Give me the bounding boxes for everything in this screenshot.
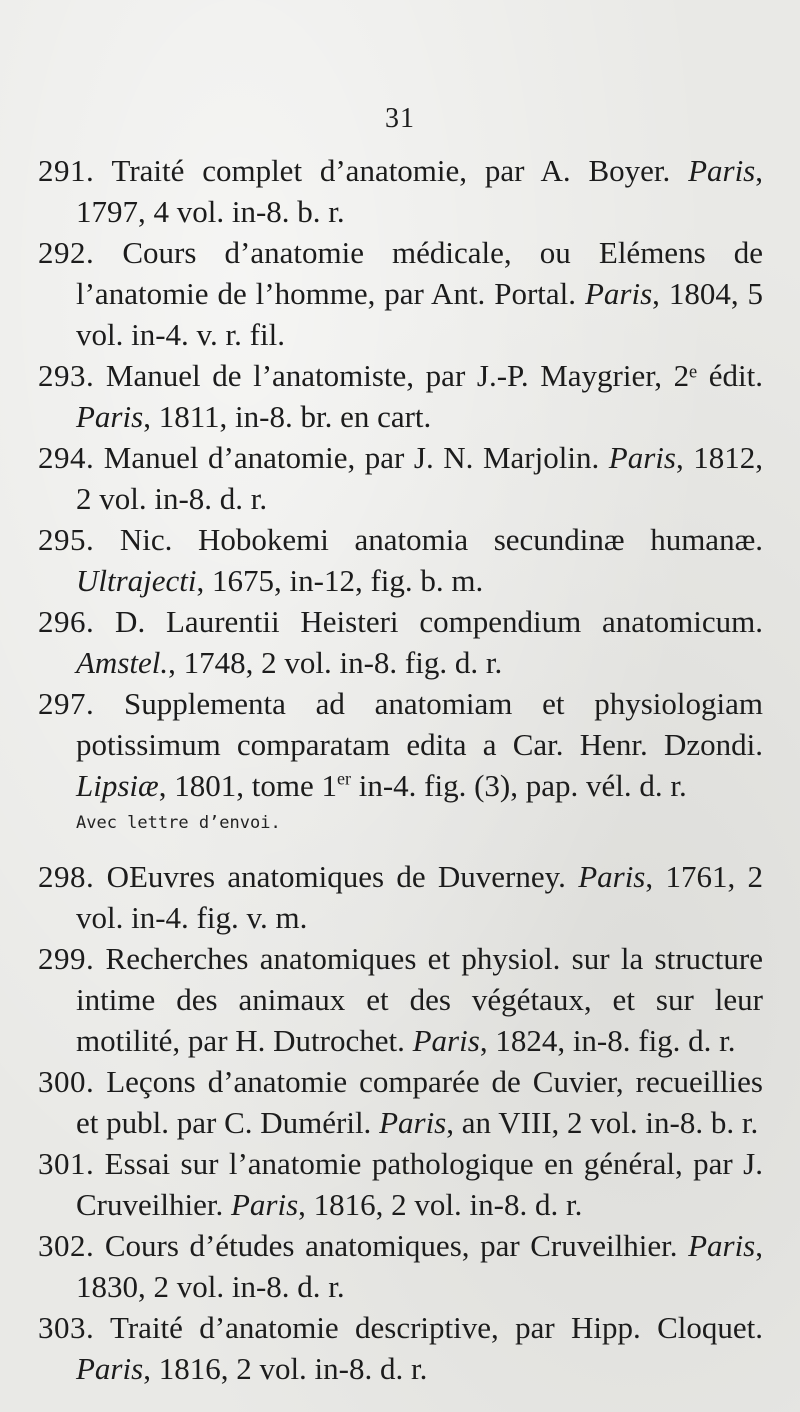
entry-number: 299. xyxy=(38,941,95,976)
entry-details: , 1801, tome 1 xyxy=(158,768,337,803)
entry-text: Supplementa ad anatomiam et physiologiam potissimum comparatam edita a Car. Henr. Dzondi. xyxy=(76,686,763,762)
entry-text: Leçons d’anatomie comparée de Cuvier, recueillies et publ. par C. Duméril. xyxy=(76,1064,763,1140)
page-number: 31 xyxy=(385,103,415,134)
entry-text: OEuvres anatomiques de Duverney. xyxy=(94,859,579,894)
catalog-entry xyxy=(38,150,763,232)
entry-superscript: er xyxy=(336,768,351,789)
entry-number: 291. xyxy=(38,153,95,188)
entry-number: 300. xyxy=(38,1064,95,1099)
entry-text: Manuel de l’anatomiste, par J.-P. Maygrier, 2ᵉ édit. xyxy=(94,358,763,393)
entry-number: 302. xyxy=(38,1228,95,1263)
catalog-entries xyxy=(38,150,763,1389)
catalog-entry xyxy=(38,1225,763,1307)
entry-number: 294. xyxy=(38,440,95,475)
entry-details: , 1816, 2 vol. in-8. d. r. xyxy=(143,1351,428,1386)
entry-text: Essai sur l’anatomie pathologique en général, par J. Cruveilhier. xyxy=(76,1146,763,1222)
entry-number: 296. xyxy=(38,604,95,639)
entry-details: , 1675, in-12, fig. b. m. xyxy=(196,563,484,598)
entry-place: Paris xyxy=(230,1187,299,1222)
entry-place: Paris xyxy=(412,1023,480,1058)
entry-number: 303. xyxy=(38,1310,95,1345)
entry-place: Paris xyxy=(608,440,676,475)
entry-place: Paris xyxy=(76,399,144,434)
entry-details: , 1804, 5 vol. in-4. v. r. fil. xyxy=(76,276,764,352)
catalog-entry xyxy=(38,519,763,601)
entry-number: 301. xyxy=(38,1146,95,1181)
entry-number: 297. xyxy=(38,686,95,721)
entry-details: , 1811, in-8. br. en cart. xyxy=(143,399,432,434)
catalog-entry xyxy=(38,938,763,1061)
entry-text: Cours d’anatomie médicale, ou Elémens de l’anatomie de l’homme, par Ant. Portal. xyxy=(76,235,763,311)
entry-details: , an VIII, 2 vol. in-8. b. r. xyxy=(446,1105,759,1140)
catalog-entry xyxy=(38,1143,763,1225)
entry-text: Manuel d’anatomie, par J. N. Marjolin. xyxy=(94,440,609,475)
entry-details-continued: in-4. fig. (3), pap. vél. d. r. xyxy=(350,768,687,803)
entry-text: Nic. Hobokemi anatomia secundinæ humanæ. xyxy=(94,522,763,557)
entry-details: , 1824, in-8. fig. d. r. xyxy=(479,1023,736,1058)
entry-details: , 1761, 2 vol. in-4. fig. v. m. xyxy=(76,859,763,935)
entry-details: , 1830, 2 vol. in-8. d. r. xyxy=(76,1228,763,1304)
entry-number: 298. xyxy=(38,859,95,894)
catalog-entry xyxy=(38,355,763,437)
entry-place: Lipsiæ xyxy=(76,768,159,803)
catalog-entry xyxy=(38,1307,763,1389)
entry-place: Amstel. xyxy=(76,645,169,680)
entry-number: 293. xyxy=(38,358,95,393)
catalog-entry xyxy=(38,232,763,355)
entry-place: Ultrajecti xyxy=(76,563,197,598)
entry-details: , 1748, 2 vol. in-8. fig. d. r. xyxy=(168,645,503,680)
entry-number: 295. xyxy=(38,522,95,557)
catalog-entry xyxy=(38,856,763,938)
entry-details: , 1816, 2 vol. in-8. d. r. xyxy=(298,1187,583,1222)
entry-place: Paris xyxy=(578,859,646,894)
catalog-entry xyxy=(38,1061,763,1143)
entry-text: Traité complet d’anatomie, par A. Boyer. xyxy=(94,153,689,188)
entry-text: Traité d’anatomie descriptive, par Hipp. Cloquet. xyxy=(94,1310,763,1345)
entry-number: 292. xyxy=(38,235,95,270)
catalog-entry xyxy=(38,683,763,806)
entry-place: Paris xyxy=(688,153,756,188)
entry-place: Paris xyxy=(688,1228,756,1263)
entry-details: , 1812, 2 vol. in-8. d. r. xyxy=(76,440,764,516)
entry-text: Cours d’études anatomiques, par Cruveilhier. xyxy=(94,1228,689,1263)
entry-place: Paris xyxy=(379,1105,447,1140)
catalog-entry xyxy=(38,437,763,519)
entry-place: Paris xyxy=(76,1351,144,1386)
catalog-entry xyxy=(38,601,763,683)
provenance-note: Avec lettre d’envoi. xyxy=(76,813,281,833)
entry-text: Recherches anatomiques et physiol. sur la structure intime des animaux et des végétaux, et sur leur motilité, par H. Dutrochet. xyxy=(76,941,763,1058)
entry-place: Paris xyxy=(584,276,653,311)
entry-details: , 1797, 4 vol. in-8. b. r. xyxy=(76,153,763,229)
entry-text: D. Laurentii Heisteri compendium anatomicum. xyxy=(94,604,763,639)
